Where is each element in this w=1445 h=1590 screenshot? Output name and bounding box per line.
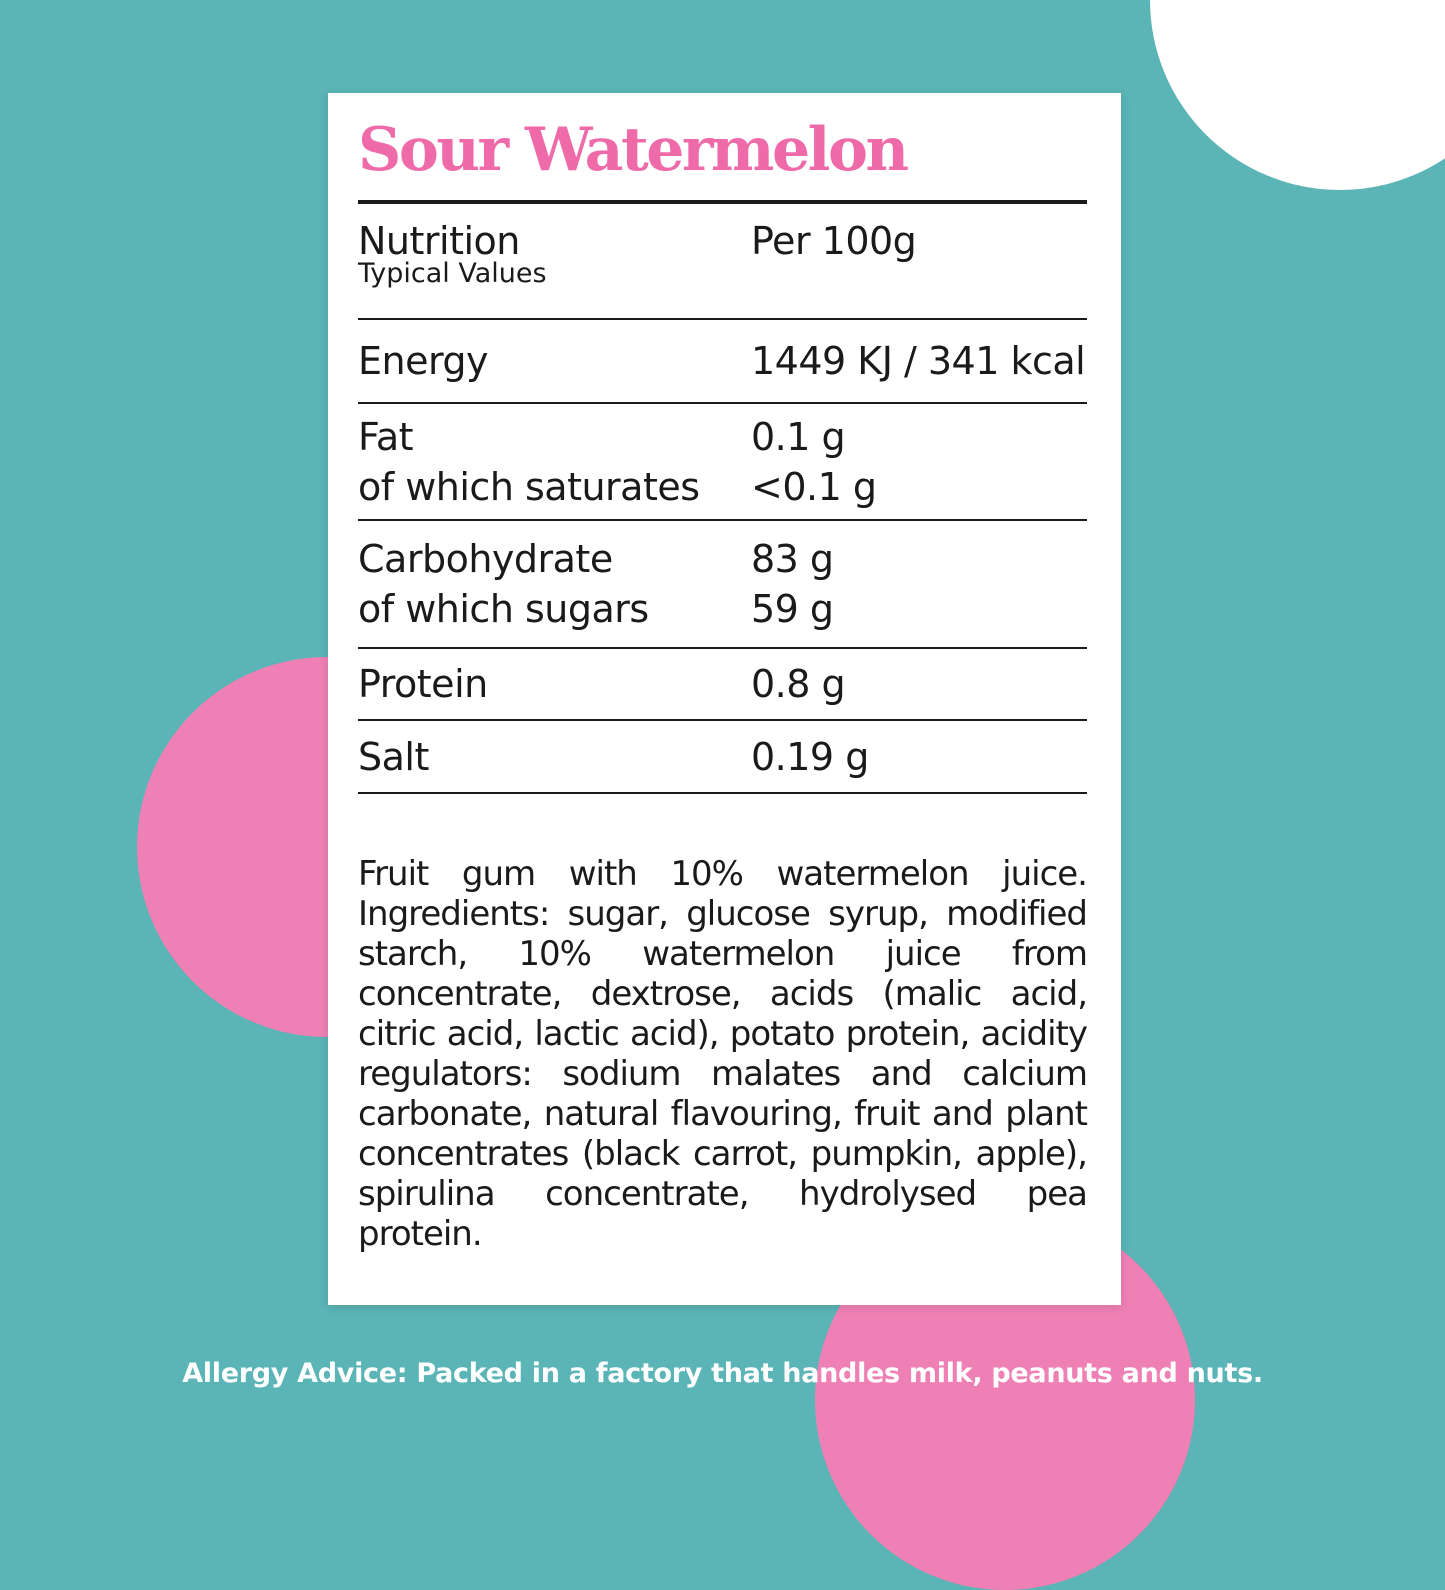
salt-value: 0.19 g	[751, 735, 869, 779]
energy-value: 1449 KJ / 341 kcal	[751, 339, 1086, 383]
ingredients-text: Fruit gum with 10% watermelon juice. Ingredients: sugar, glucose syrup, modified starch, 10% watermelon juice from concentrate, dextrose, acids (malic acid, citric acid, lactic acid), potato protein, acidity regulators: sodium malates and calcium carbonate, natural flavouring, fruit and plant concentrates (black carrot, pumpkin, apple), spirulina concentrate, hydrolysed pea protein.	[358, 854, 1087, 1254]
product-title: Sour Watermelon	[358, 115, 907, 185]
nutrition-row-salt	[358, 721, 1087, 794]
nutrition-header-row	[358, 204, 1087, 320]
nutrition-header-label: Nutrition	[358, 219, 520, 263]
protein-label: Protein	[358, 662, 488, 706]
carbohydrate-value: 83 g 59 g	[751, 537, 834, 631]
typical-values-label: Typical Values	[358, 258, 547, 289]
salt-label: Salt	[358, 735, 429, 779]
nutrition-label-card	[328, 93, 1121, 1305]
nutrition-row-fat	[358, 404, 1087, 521]
nutrition-row-carbohydrate	[358, 521, 1087, 649]
per-100g-label: Per 100g	[751, 219, 917, 263]
energy-label: Energy	[358, 339, 489, 383]
carbohydrate-label: Carbohydrate of which sugars	[358, 537, 649, 631]
fat-label: Fat of which saturates	[358, 415, 700, 509]
decorative-white-circle	[1150, 0, 1445, 190]
nutrition-row-protein	[358, 649, 1087, 721]
fat-value: 0.1 g <0.1 g	[751, 415, 877, 509]
protein-value: 0.8 g	[751, 662, 846, 706]
nutrition-row-energy	[358, 320, 1087, 404]
allergy-advice: Allergy Advice: Packed in a factory that handles milk, peanuts and nuts.	[182, 1358, 1263, 1389]
